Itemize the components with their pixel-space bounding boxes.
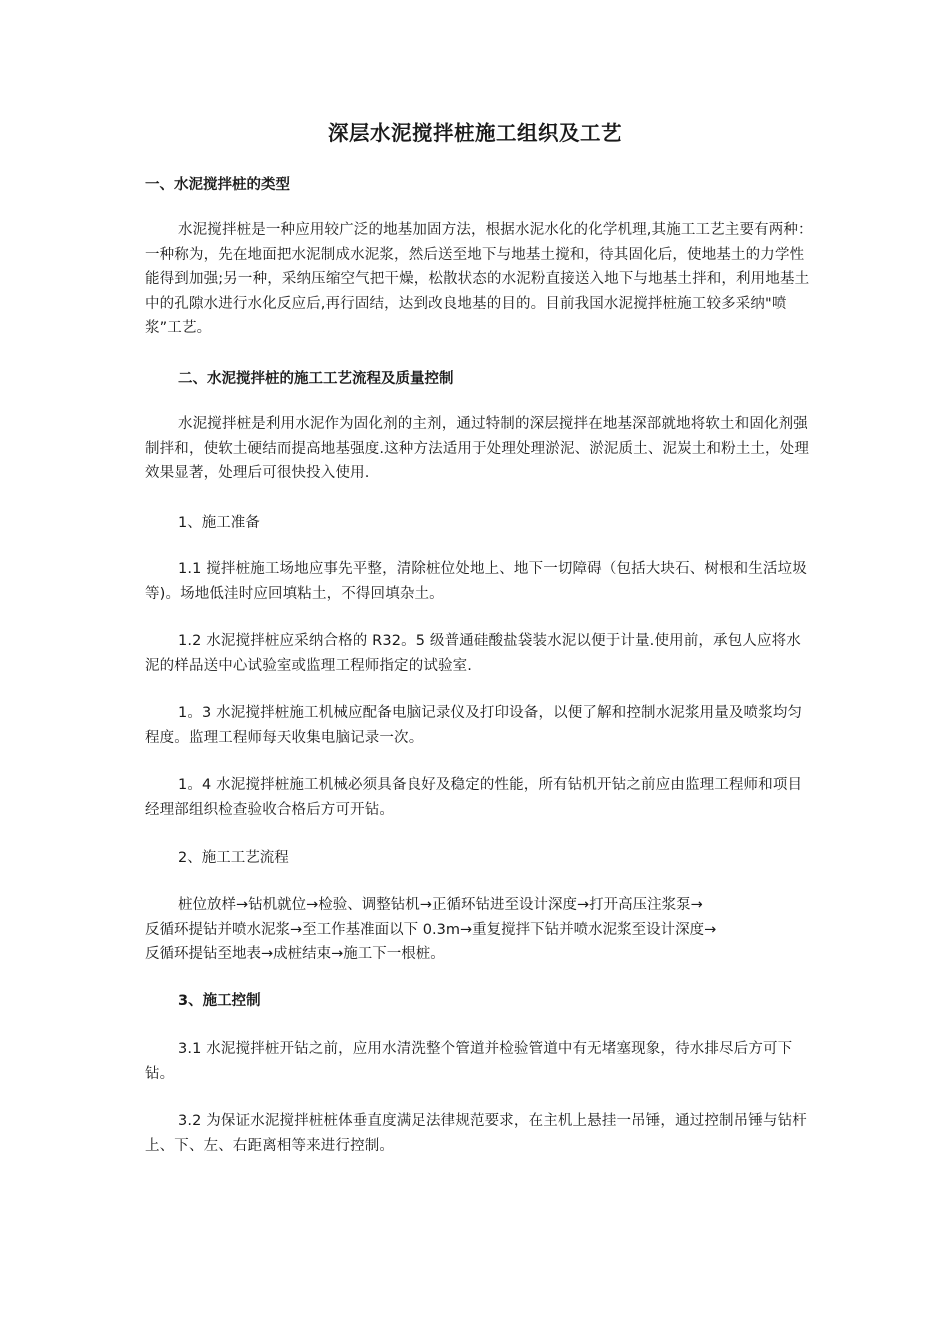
flow-line-2: 反循环提钻并喷水泥浆→至工作基准面以下 0.3m→重复搅拌下钻并喷水泥浆至设计深度→ [145, 922, 717, 938]
control-item-1: 3.1 水泥搅拌桩开钻之前，应用水清洗整个管道并检验管道中有无堵塞现象，待水排尽后方可下钻。 [145, 1041, 793, 1082]
control-heading: 3、施工控制 [178, 993, 261, 1009]
prep-item-2: 1.2 水泥搅拌桩应采纳合格的 R32。5 级普通硅酸盐袋装水泥以便于计量.使用前，承包人应将水泥的样品送中心试验室或监理工程师指定的试验室. [145, 633, 801, 674]
section-1-paragraph: 水泥搅拌桩是一种应用较广泛的地基加固方法，根据水泥水化的化学机理,其施工工艺主要有两种：一种称为，先在地面把水泥制成水泥浆，然后送至地下与地基土搅和，待其固化后，使地基土的力学性能得到加强;另一种，采纳压缩空气把干燥，松散状态的水泥粉直接送入地下与地基土拌和，利用地基土中的孔隙水进行水化反应后,再行固结，达到改良地基的目的。目前我国水泥搅拌桩施工较多采纳"喷浆”工艺。 [145, 222, 813, 336]
prep-item-3: 1。3 水泥搅拌桩施工机械应配备电脑记录仪及打印设备，以便了解和控制水泥浆用量及喷浆均匀程度。监理工程师每天收集电脑记录一次。 [145, 705, 803, 746]
document-title: 深层水泥搅拌桩施工组织及工艺 [328, 121, 622, 145]
section-2-paragraph: 水泥搅拌桩是利用水泥作为固化剂的主剂，通过特制的深层搅拌在地基深部就地将软土和固化剂强制拌和，使软土硬结而提高地基强度.这种方法适用于处理处理淤泥、淤泥质土、泥炭土和粉土土，处理效果显著，处理后可很快投入使用. [145, 416, 810, 481]
control-item-2: 3.2 为保证水泥搅拌桩桩体垂直度满足法律规范要求，在主机上悬挂一吊锤，通过控制吊锤与钻杆上、下、左、右距离相等来进行控制。 [145, 1113, 807, 1154]
flow-line-3: 反循环提钻至地表→成桩结束→施工下一根桩。 [145, 946, 445, 962]
prep-heading: 1、施工准备 [178, 515, 260, 531]
section-1-heading: 一、水泥搅拌桩的类型 [145, 177, 290, 193]
flow-heading: 2、施工工艺流程 [178, 850, 289, 866]
flow-line-1: 桩位放样→钻机就位→检验、调整钻机→正循环钻进至设计深度→打开高压注浆泵→ [178, 897, 703, 913]
prep-item-4: 1。4 水泥搅拌桩施工机械必须具备良好及稳定的性能，所有钻机开钻之前应由监理工程师和项目经理部组织检查验收合格后方可开钻。 [145, 777, 803, 818]
section-2-heading: 二、水泥搅拌桩的施工工艺流程及质量控制 [178, 371, 454, 387]
prep-item-1: 1.1 搅拌桩施工场地应事先平整，清除桩位处地上、地下一切障碍（包括大块石、树根和生活垃圾等)。场地低洼时应回填粘土，不得回填杂土。 [145, 561, 807, 602]
